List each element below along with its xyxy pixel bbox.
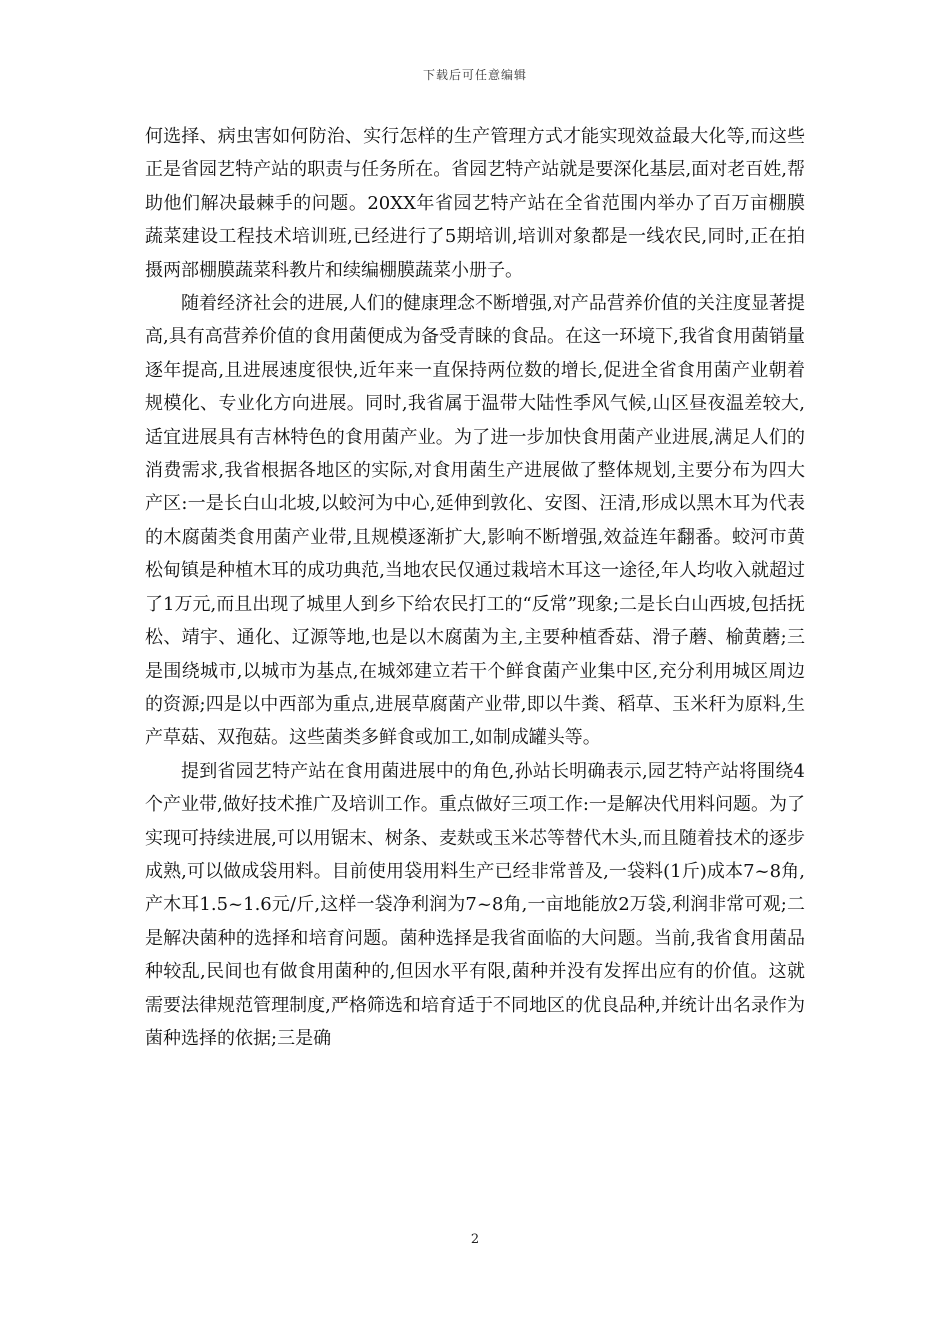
document-body — [145, 120, 805, 1055]
paragraph-2: 随着经济社会的进展,人们的健康理念不断增强,对产品营养价值的关注度显著提高,具有高营养价值的食用菌便成为备受青睐的食品。在这一环境下,我省食用菌销量逐年提高,且进展速度很快,近年来一直保持两位数的增长,促进全省食用菌产业朝着规模化、专业化方向进展。同时,我省属于温带大陆性季风气候,山区昼夜温差较大,适宜进展具有吉林特色的食用菌产业。为了进一步加快食用菌产业进展,满足人们的消费需求,我省根据各地区的实际,对食用菌生产进展做了整体规划,主要分布为四大产区:一是长白山北坡,以蛟河为中心,延伸到敦化、安图、汪清,形成以黑木耳为代表的木腐菌类食用菌产业带,且规模逐渐扩大,影响不断增强,效益连年翻番。蛟河市黄松甸镇是种植木耳的成功典范,当地农民仅通过栽培木耳这一途径,年人均收入就超过了1万元,而且出现了城里人到乡下给农民打工的“反常”现象;二是长白山西坡,包括抚松、靖宇、通化、辽源等地,也是以木腐菌为主,主要种植香菇、滑子蘑、榆黄蘑;三是围绕城市,以城市为基点,在城郊建立若干个鲜食菌产业集中区,充分利用城区周边的资源;四是以中西部为重点,进展草腐菌产业带,即以牛粪、稻草、玉米秆为原料,生产草菇、双孢菇。这些菌类多鲜食或加工,如制成罐头等。 — [145, 293, 805, 749]
page-header: 下载后可任意编辑 — [422, 68, 527, 82]
paragraph-3: 提到省园艺特产站在食用菌进展中的角色,孙站长明确表示,园艺特产站将围绕4个产业带,做好技术推广及培训工作。重点做好三项工作:一是解决代用料问题。为了实现可持续进展,可以用锯末、树条、麦麸或玉米芯等替代木头,而且随着技术的逐步成熟,可以做成袋用料。目前使用袋用料生产已经非常普及,一袋料(1斤)成本7~8角,产木耳1.5~1.6元/斤,这样一袋净利润为7~8角,一亩地能放2万袋,利润非常可观;二是解决菌种的选择和培育问题。菌种选择是我省面临的大问题。当前,我省食用菌品种较乱,民间也有做食用菌种的,但因水平有限,菌种并没有发挥出应有的价值。这就需要法律规范管理制度,严格筛选和培育适于不同地区的优良品种,并统计出名录作为菌种选择的依据;三是确 — [145, 760, 805, 1049]
page-number: 2 — [470, 1232, 480, 1247]
paragraph-1: 何选择、病虫害如何防治、实行怎样的生产管理方式才能实现效益最大化等,而这些正是省园艺特产站的职责与任务所在。省园艺特产站就是要深化基层,面对老百姓,帮助他们解决最棘手的问题。20XX年省园艺特产站在全省范围内举办了百万亩棚膜蔬菜建设工程技术培训班,已经进行了5期培训,培训对象都是一线农民,同时,正在拍摄两部棚膜蔬菜科教片和续编棚膜蔬菜小册子。 — [145, 126, 805, 281]
